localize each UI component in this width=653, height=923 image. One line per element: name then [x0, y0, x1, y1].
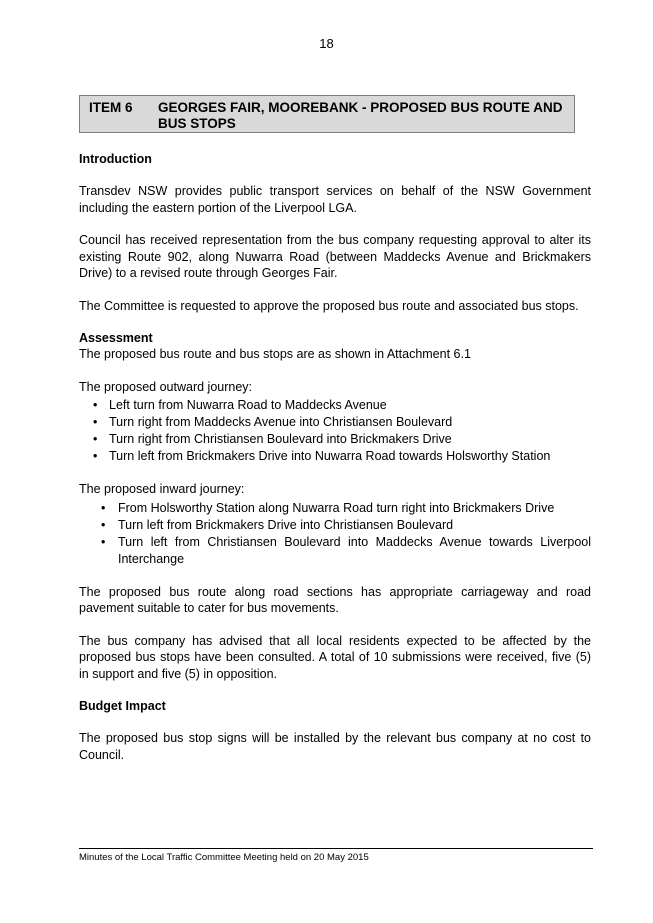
list-item: • Turn left from Christiansen Boulevard into Maddecks Avenue towards Liverpool Interchange — [79, 534, 591, 568]
item-header-box — [79, 95, 575, 133]
budget-heading: Budget Impact — [79, 699, 166, 713]
outward-journey-list — [79, 397, 591, 465]
assessment-heading: Assessment — [79, 331, 153, 345]
footer-divider — [79, 848, 593, 849]
document-body — [79, 151, 591, 763]
introduction-paragraph: The Committee is requested to approve the proposed bus route and associated bus stops. — [79, 298, 579, 313]
assessment-intro: The proposed bus route and bus stops are as shown in Attachment 6.1 — [79, 347, 471, 361]
item-number: ITEM 6 — [89, 100, 133, 115]
list-item: • Left turn from Nuwarra Road to Maddecks Avenue — [79, 397, 591, 414]
introduction-heading: Introduction — [79, 152, 152, 166]
budget-paragraph: The proposed bus stop signs will be installed by the relevant bus company at no cost to Council. — [79, 731, 591, 762]
inward-journey-label: The proposed inward journey: — [79, 482, 245, 496]
list-item: • Turn right from Maddecks Avenue into Christiansen Boulevard — [79, 414, 591, 431]
list-item: • Turn left from Brickmakers Drive into Nuwarra Road towards Holsworthy Station — [79, 448, 591, 465]
list-item: • From Holsworthy Station along Nuwarra Road turn right into Brickmakers Drive — [79, 500, 591, 517]
footer-text: Minutes of the Local Traffic Committee Meeting held on 20 May 2015 — [79, 852, 369, 863]
assessment-paragraph: The proposed bus route along road sections has appropriate carriageway and road pavement suitable to cater for bus movements. — [79, 584, 591, 615]
page-number: 18 — [319, 36, 334, 51]
assessment-paragraph: The bus company has advised that all local residents expected to be affected by the proposed bus stops have been consulted. A total of 10 submissions were received, five (5) in support and five (5) in opposition. — [79, 633, 591, 681]
introduction-paragraph: Council has received representation from the bus company requesting approval to alter its existing Route 902, along Nuwarra Road (between Maddecks Avenue and Brickmakers Drive) to a revised route through Georges Fair. — [79, 233, 591, 280]
item-title: GEORGES FAIR, MOOREBANK - PROPOSED BUS ROUTE AND BUS STOPS — [158, 100, 563, 131]
inward-journey-list — [79, 500, 591, 568]
list-item: • Turn left from Brickmakers Drive into Christiansen Boulevard — [79, 517, 591, 534]
list-item: • Turn right from Christiansen Boulevard into Brickmakers Drive — [79, 431, 591, 448]
outward-journey-label: The proposed outward journey: — [79, 379, 253, 394]
introduction-paragraph: Transdev NSW provides public transport services on behalf of the NSW Government including the eastern portion of the Liverpool LGA. — [79, 184, 591, 215]
